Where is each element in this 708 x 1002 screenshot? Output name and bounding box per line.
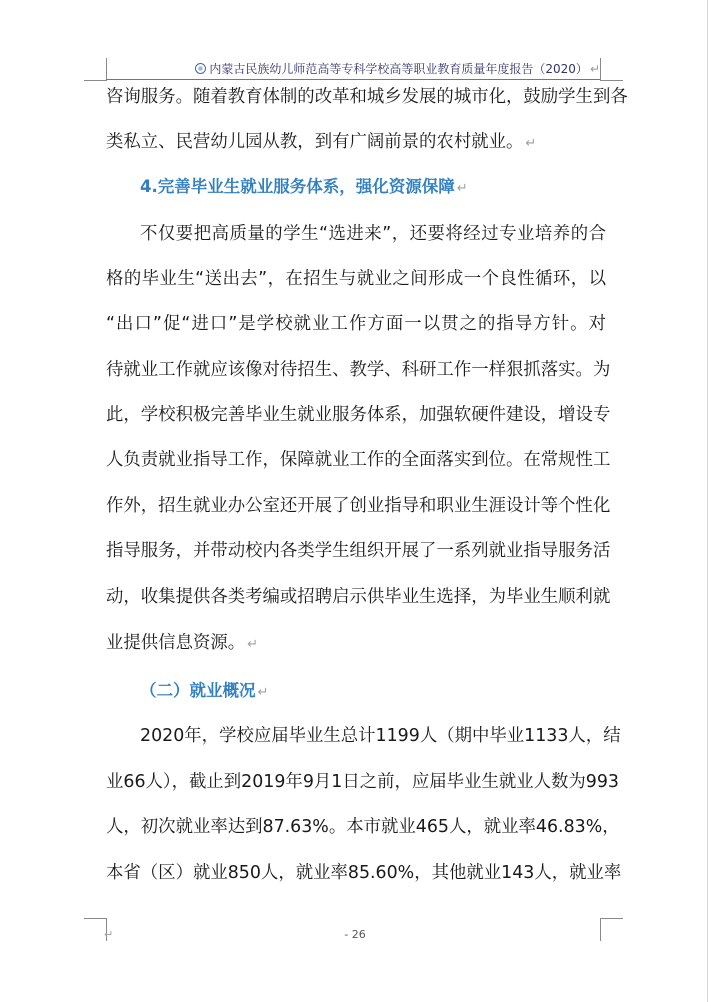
page-header	[106, 60, 600, 80]
body-line	[106, 127, 606, 157]
paragraph-mark: ↵	[589, 62, 600, 76]
paragraph-mark: ↵	[525, 136, 537, 151]
section-heading-text: 4.完善毕业生就业服务体系，强化资源保障	[140, 177, 455, 196]
section-heading	[140, 172, 600, 202]
body-line: 人，初次就业率达到87.63%。本市就业465人，就业率46.83%，	[106, 817, 620, 837]
body-line-text: 业提供信息资源。	[106, 633, 246, 653]
body-line: 动，收集提供各类考编或招聘启示供毕业生选择，为毕业生顺利就	[106, 587, 611, 607]
section-heading	[140, 676, 600, 706]
body-line: 2020年，学校应届毕业生总计1199人（期中毕业1133人，结	[140, 726, 621, 746]
body-line: 指导服务，并带动校内各类学生组织开展了一系列就业指导服务活	[106, 541, 611, 561]
crop-mark-bottom-right	[600, 918, 623, 941]
paragraph-mark: ↵	[456, 181, 468, 196]
body-line: 人负责就业指导工作，保障就业工作的全面落实到位。在常规性工	[106, 450, 611, 470]
paragraph-mark: ↵	[104, 928, 114, 941]
body-line: 不仅要把高质量的学生“选进来”，还要将经过专业培养的合	[140, 224, 606, 244]
body-line: 本省（区）就业850人，就业率85.60%，其他就业143人，就业率	[106, 863, 622, 883]
page-number: - 26	[344, 928, 366, 941]
section-heading-text: （二）就业概况	[140, 681, 256, 700]
body-line-text: 类私立、民营幼儿园从教，到有广阔前景的农村就业。	[106, 132, 524, 152]
body-line: 业66人），截止到2019年9月1日之前，应届毕业生就业人数为993	[106, 772, 619, 792]
crop-mark-top-left	[84, 58, 107, 81]
header-title: 内蒙古民族幼儿师范高等专科学校高等职业教育质量年度报告（2020）	[209, 62, 588, 76]
school-logo-icon	[195, 63, 206, 74]
body-line: 格的毕业生“送出去”，在招生与就业之间形成一个良性循环，以	[106, 269, 606, 289]
body-line: 咨询服务。随着教育体制的改革和城乡发展的城市化，鼓励学生到各	[106, 87, 628, 107]
crop-mark-top-right	[600, 58, 623, 81]
body-line: 作外，招生就业办公室还开展了创业指导和职业生涯设计等个性化	[106, 496, 611, 516]
body-line: “出口”促“进口”是学校就业工作方面一以贯之的指导方针。对	[106, 314, 606, 334]
paragraph-mark: ↵	[257, 685, 269, 700]
body-line: 待就业工作就应该像对待招生、教学、科研工作一样狠抓落实。为	[106, 360, 611, 380]
body-line: 此，学校积极完善毕业生就业服务体系，加强软硬件建设，增设专	[106, 405, 611, 425]
body-line	[106, 628, 606, 658]
paragraph-mark: ↵	[247, 637, 259, 652]
